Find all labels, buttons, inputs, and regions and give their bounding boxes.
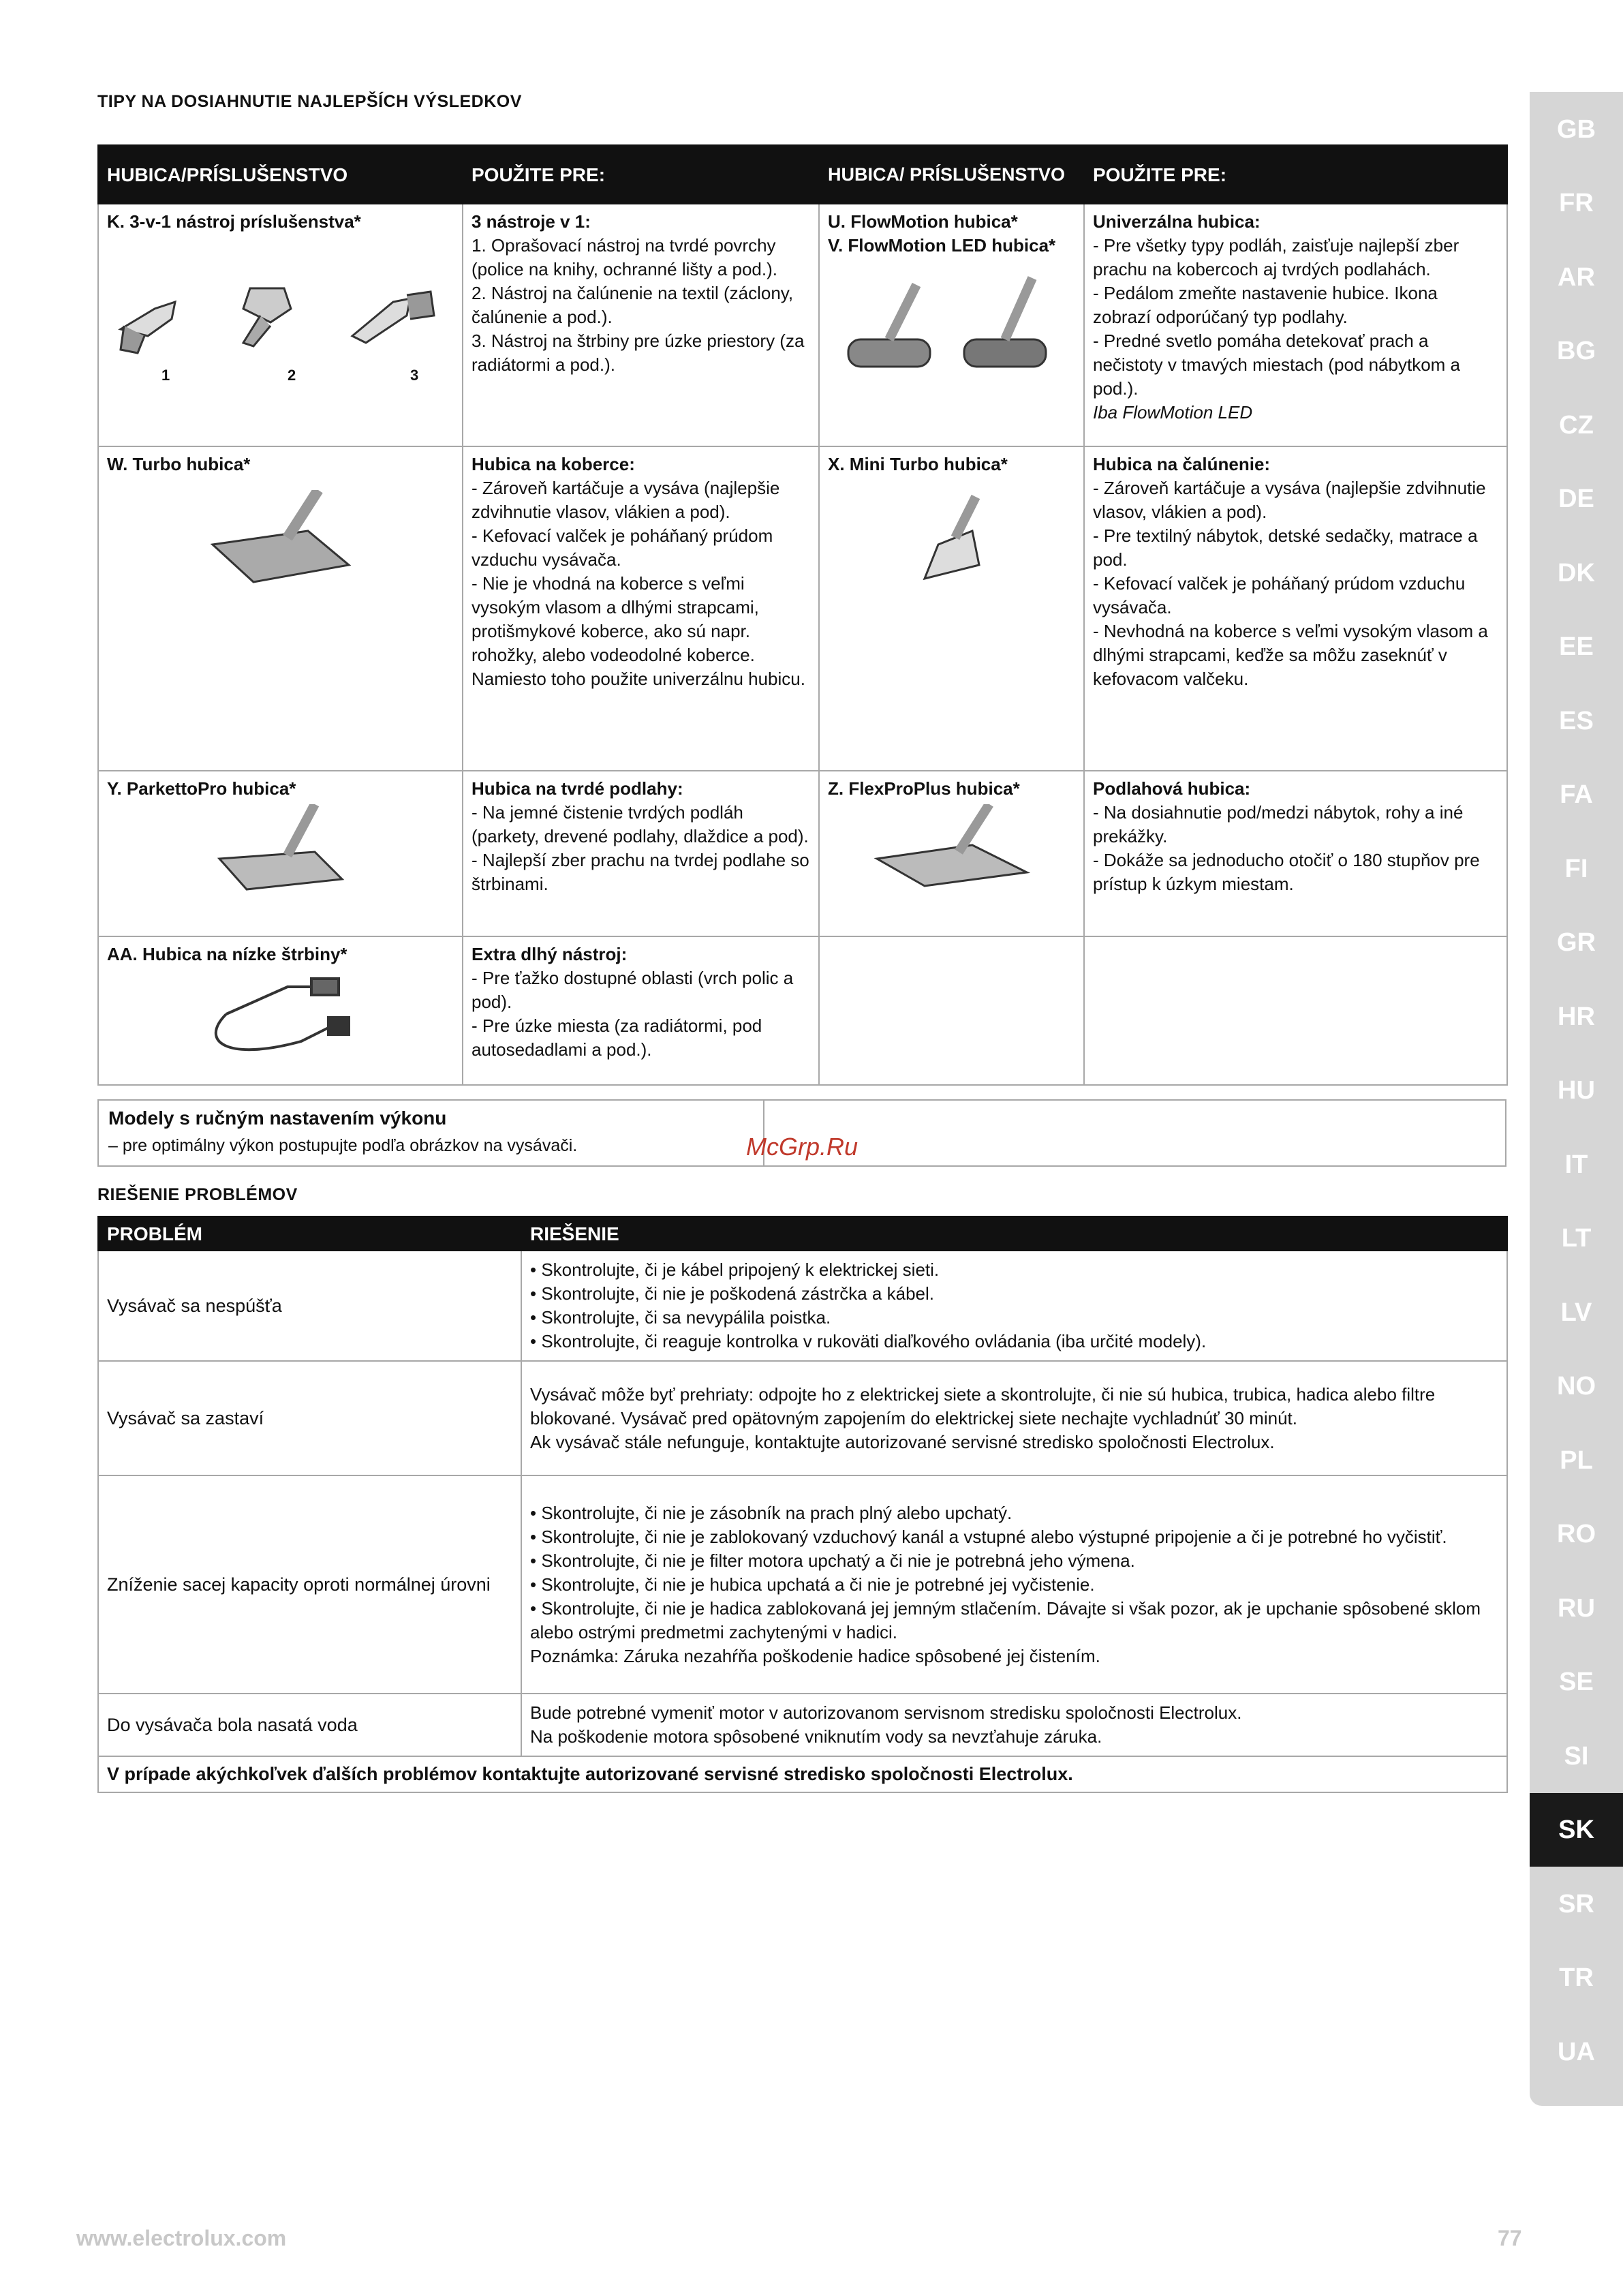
use-cell (463, 204, 819, 446)
tips-table (97, 144, 1508, 1086)
tool-label-2: 2 (288, 367, 296, 384)
solution-line: • Skontrolujte, či nie je hubica upchatá a či nie je potrebné jej vyčistenie. (530, 1574, 1095, 1595)
nozzle-name: AA. Hubica na nízke štrbiny* (107, 944, 347, 964)
use-line: - Kefovací valček je poháňaný prúdom vzduchu vysávača. (1093, 573, 1470, 617)
troubleshooting-footer: V prípade akýchkoľvek ďalších problémov kontaktujte autorizované servisné stredisko spoločnosti Electrolux. (98, 1756, 1507, 1792)
use-line: - Na dosiahnutie pod/medzi nábytok, rohy a iné prekážky. (1093, 802, 1468, 846)
page-number: 77 (1498, 2226, 1522, 2250)
use-heading: Hubica na čalúnenie: (1093, 454, 1271, 474)
use-note: Iba FlowMotion LED (1093, 402, 1253, 423)
use-line: 1. Oprašovací nástroj na tvrdé povrchy (police na knihy, ochranné lišty a pod.). (472, 235, 781, 279)
flexproplus-nozzle-icon (870, 804, 1034, 900)
solution-line: Na poškodenie motora spôsobené vniknutím vody sa nevzťahuje záruka. (530, 1726, 1102, 1747)
use-heading: Hubica na koberce: (472, 454, 635, 474)
use-line: - Najlepší zber prachu na tvrdej podlahe so štrbinami. (472, 850, 814, 894)
section-title-tips: TIPY NA DOSIAHNUTIE NAJLEPŠÍCH VÝSLEDKOV (97, 92, 522, 111)
table-row (98, 446, 1507, 771)
models-box-title: Modely s ručným nastavením výkonu (108, 1107, 447, 1129)
use-line: - Kefovací valček je poháňaný prúdom vzduchu vysávača. (472, 525, 778, 570)
language-tab-fr[interactable]: FR (1530, 166, 1623, 241)
nozzle-cell (98, 204, 463, 446)
language-tab-lv[interactable]: LV (1530, 1275, 1623, 1350)
nozzle-name: Y. ParkettoPro hubica* (107, 778, 296, 799)
language-tab-cz[interactable]: CZ (1530, 388, 1623, 463)
use-line: - Pre ťažko dostupné oblasti (vrch polic a pod). (472, 968, 799, 1012)
language-tab-no[interactable]: NO (1530, 1349, 1623, 1424)
nozzle-name: U. FlowMotion hubica* V. FlowMotion LED hubica* (828, 211, 1056, 256)
language-tab-it[interactable]: IT (1530, 1127, 1623, 1202)
nozzle-cell (819, 446, 1084, 771)
use-cell (463, 446, 819, 771)
use-line: - Nie je vhodná na koberce s veľmi vysokým vlasom a dlhými strapcami, protišmykové koberce, ako sú napr. rohožky, alebo vodeodolné koberce. Namiesto toho použite univerzálnu hubicu. (472, 573, 805, 689)
table-row (98, 1694, 1507, 1756)
three-in-one-tool-icon (107, 261, 448, 384)
language-tab-ro[interactable]: RO (1530, 1497, 1623, 1572)
solution-line: Vysávač môže byť prehriaty: odpojte ho z elektrickej siete a skontrolujte, či nie sú hubica, trubica, hadica alebo filtre blokované. Vysávač pred opätovným zapojením do elektrickej siete nechajte vychladnúť 30 minút. (530, 1383, 1436, 1428)
use-line: - Zároveň kartáčuje a vysáva (najlepšie zdvihnutie vlasov, vlákien a pod). (1093, 478, 1491, 522)
tool-label-1: 1 (161, 367, 170, 384)
use-line: - Pre úzke miesta (za radiátormi, pod autosedadlami a pod.). (472, 1015, 767, 1060)
table-row (98, 1361, 1507, 1475)
solution-line: Poznámka: Záruka nezahŕňa poškodenie hadice spôsobené jej čistením. (530, 1645, 1100, 1666)
use-line: - Nevhodná na koberce s veľmi vysokým vlasom a dlhými strapcami, keďže sa môžu zaseknúť v kefovacom valčeku. (1093, 621, 1494, 689)
language-tab-gb[interactable]: GB (1530, 92, 1623, 167)
language-tab-fi[interactable]: FI (1530, 831, 1623, 906)
language-tab-bg[interactable]: BG (1530, 314, 1623, 389)
language-tab-sk[interactable]: SK (1530, 1793, 1623, 1868)
nozzle-name: Z. FlexProPlus hubica* (828, 778, 1020, 799)
problem-cell: Vysávač sa nespúšťa (98, 1251, 521, 1361)
solution-line: Bude potrebné vymeniť motor v autorizovanom servisnom stredisku spoločnosti Electrolux. (530, 1702, 1242, 1723)
troubleshooting-header (98, 1216, 1507, 1251)
use-line: - Pedálom zmeňte nastavenie hubice. Ikona zobrazí odporúčaný typ podlahy. (1093, 283, 1443, 327)
solution-cell (521, 1475, 1507, 1694)
solution-line: • Skontrolujte, či nie je zásobník na prach plný alebo upchatý. (530, 1502, 1013, 1523)
language-tab-de[interactable]: DE (1530, 462, 1623, 537)
problem-cell: Vysávač sa zastaví (98, 1361, 521, 1475)
nozzle-cell (98, 936, 463, 1085)
use-heading: Podlahová hubica: (1093, 778, 1251, 799)
language-tab-si[interactable]: SI (1530, 1719, 1623, 1794)
language-tab-ar[interactable]: AR (1530, 240, 1623, 315)
use-cell (463, 936, 819, 1085)
table-row (98, 936, 1507, 1085)
language-tab-ee[interactable]: EE (1530, 610, 1623, 685)
use-cell (1084, 204, 1507, 446)
nozzle-name: X. Mini Turbo hubica* (828, 454, 1008, 474)
use-heading: Extra dlhý nástroj: (472, 944, 628, 964)
solution-line: • Skontrolujte, či nie je filter motora upchatý a či nie je potrebná jeho výmena. (530, 1550, 1135, 1571)
use-line: - Predné svetlo pomáha detekovať prach a nečistoty v tmavých miestach (pod nábytkom a pod.). (1093, 331, 1466, 399)
header-nozzle-2: HUBICA/ PRÍSLUŠENSTVO (819, 145, 1084, 204)
table-row (98, 1251, 1507, 1361)
language-tab-hu[interactable]: HU (1530, 1054, 1623, 1129)
solution-line: • Skontrolujte, či sa nevypálila poistka. (530, 1307, 831, 1328)
nozzle-name: K. 3-v-1 nástroj príslušenstva* (107, 211, 361, 232)
turbo-nozzle-icon (199, 490, 362, 592)
language-tab-es[interactable]: ES (1530, 684, 1623, 759)
language-tab-fa[interactable]: FA (1530, 758, 1623, 833)
flowmotion-nozzle-icon (828, 271, 1066, 380)
language-tab-ua[interactable]: UA (1530, 2015, 1623, 2090)
solution-cell (521, 1694, 1507, 1756)
nozzle-cell (98, 771, 463, 936)
nozzle-cell (819, 771, 1084, 936)
tool-label-3: 3 (410, 367, 419, 384)
language-tab-dk[interactable]: DK (1530, 536, 1623, 611)
use-line: 3. Nástroj na štrbiny pre úzke priestory (za radiátormi a pod.). (472, 331, 809, 375)
solution-line: • Skontrolujte, či nie je hadica zablokovaná jej jemným stlačením. Dávajte si však pozor, ak je upchanie spôsobené sklom alebo ostrými predmetmi zachytenými v hadici. (530, 1597, 1481, 1642)
language-tab-se[interactable]: SE (1530, 1645, 1623, 1720)
table-row (98, 771, 1507, 936)
mini-turbo-nozzle-icon (897, 490, 1006, 592)
language-tab-ru[interactable]: RU (1530, 1571, 1623, 1646)
parkettopro-nozzle-icon (213, 804, 349, 900)
models-box-text: – pre optimálny výkon postupujte podľa obrázkov na vysávači. (108, 1136, 578, 1155)
empty-cell (819, 936, 1084, 1085)
solution-cell (521, 1361, 1507, 1475)
language-tab-lt[interactable]: LT (1530, 1201, 1623, 1276)
watermark: McGrp.Ru (746, 1133, 859, 1161)
language-tab-tr[interactable]: TR (1530, 1941, 1623, 2016)
solution-line: • Skontrolujte, či je kábel pripojený k elektrickej sieti. (530, 1259, 940, 1280)
crevice-hose-icon (199, 973, 362, 1062)
use-cell (463, 771, 819, 936)
use-line: - Na jemné čistenie tvrdých podláh (parkety, drevené podlahy, dlaždice a pod). (472, 802, 809, 846)
use-line: - Zároveň kartáčuje a vysáva (najlepšie zdvihnutie vlasov, vlákien a pod). (472, 478, 785, 522)
header-use-2: POUŽITE PRE: (1084, 145, 1507, 204)
use-line: - Dokáže sa jednoducho otočiť o 180 stupňov pre prístup k úzkym miestam. (1093, 850, 1485, 894)
use-cell (1084, 771, 1507, 936)
solution-line: • Skontrolujte, či nie je zablokovaný vzduchový kanál a vstupné alebo výstupné pripojenie a či je potrebné ho vyčistiť. (530, 1526, 1447, 1547)
footer-url[interactable]: www.electrolux.com (76, 2226, 287, 2250)
header-use-1: POUŽITE PRE: (463, 145, 819, 204)
empty-cell (1084, 936, 1507, 1085)
header-problem: PROBLÉM (98, 1216, 521, 1251)
language-tab-sr[interactable]: SR (1530, 1867, 1623, 1942)
problem-cell: Zníženie sacej kapacity oproti normálnej úrovni (98, 1475, 521, 1694)
troubleshooting-table (97, 1216, 1508, 1793)
use-line: - Pre textilný nábytok, detské sedačky, matrace a pod. (1093, 525, 1483, 570)
use-heading: 3 nástroje v 1: (472, 211, 591, 232)
table-row (98, 1475, 1507, 1694)
use-line: - Pre všetky typy podláh, zaisťuje najlepší zber prachu na kobercoch aj tvrdých podlahách. (1093, 235, 1464, 279)
solution-cell (521, 1251, 1507, 1361)
language-tab-pl[interactable]: PL (1530, 1423, 1623, 1498)
table-row (98, 204, 1507, 446)
solution-line: • Skontrolujte, či nie je poškodená zástrčka a kábel. (530, 1283, 934, 1304)
header-solution: RIEŠENIE (521, 1216, 1507, 1251)
solution-line: • Skontrolujte, či reaguje kontrolka v rukoväti diaľkového ovládania (iba určité modely). (530, 1331, 1207, 1351)
problem-cell: Do vysávača bola nasatá voda (98, 1694, 521, 1756)
table-footer-row (98, 1756, 1507, 1792)
section-title-troubleshooting: RIEŠENIE PROBLÉMOV (97, 1185, 298, 1204)
use-cell (1084, 446, 1507, 771)
nozzle-cell (98, 446, 463, 771)
nozzle-cell (819, 204, 1084, 446)
header-nozzle-1: HUBICA/PRÍSLUŠENSTVO (98, 145, 463, 204)
tips-table-header (98, 145, 1507, 204)
use-heading: Hubica na tvrdé podlahy: (472, 778, 683, 799)
use-line: 2. Nástroj na čalúnenie na textil (záclony, čalúnenie a pod.). (472, 283, 799, 327)
nozzle-name: W. Turbo hubica* (107, 454, 251, 474)
language-tab-gr[interactable]: GR (1530, 906, 1623, 981)
language-tab-hr[interactable]: HR (1530, 979, 1623, 1054)
solution-line: Ak vysávač stále nefunguje, kontaktujte autorizované servisné stredisko spoločnosti Electrolux. (530, 1431, 1275, 1452)
use-heading: Univerzálna hubica: (1093, 211, 1261, 232)
